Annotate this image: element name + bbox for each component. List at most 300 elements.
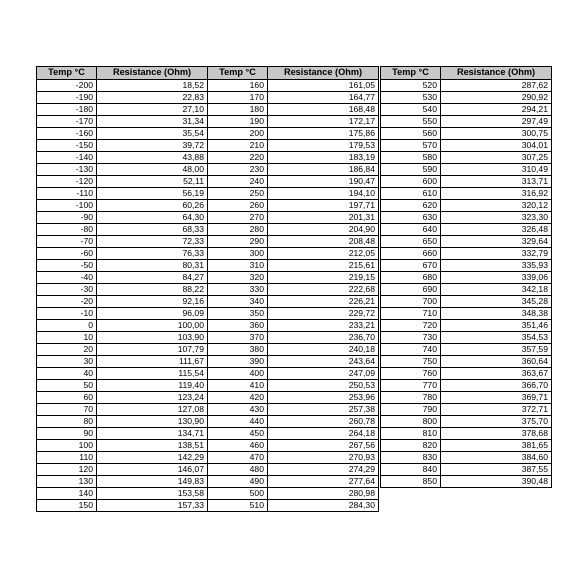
temp-cell: -120: [37, 176, 97, 188]
resistance-cell: 107,79: [97, 344, 208, 356]
temp-cell: 0: [37, 320, 97, 332]
temp-cell: 60: [37, 392, 97, 404]
temp-cell: 570: [381, 140, 441, 152]
resistance-cell: 320,12: [441, 200, 552, 212]
resistance-cell: 260,78: [268, 416, 379, 428]
table-row: [381, 272, 552, 284]
table-row: [381, 176, 552, 188]
resistance-cell: 80,31: [97, 260, 208, 272]
resistance-cell: 323,30: [441, 212, 552, 224]
temp-cell: -40: [37, 272, 97, 284]
table-row: [208, 320, 379, 332]
table-row: [208, 92, 379, 104]
table-row: [37, 368, 208, 380]
temp-cell: 200: [208, 128, 268, 140]
temp-cell: 340: [208, 296, 268, 308]
resistance-cell: 100,00: [97, 320, 208, 332]
resistance-cell: 354,53: [441, 332, 552, 344]
resistance-cell: 316,92: [441, 188, 552, 200]
resistance-cell: 138,51: [97, 440, 208, 452]
resistance-cell: 186,84: [268, 164, 379, 176]
temp-cell: -150: [37, 140, 97, 152]
temp-cell: 150: [37, 500, 97, 512]
resistance-cell: 146,07: [97, 464, 208, 476]
table-row: [208, 428, 379, 440]
temp-cell: 270: [208, 212, 268, 224]
table-row: [381, 464, 552, 476]
resistance-cell: 378,68: [441, 428, 552, 440]
table-row: [381, 152, 552, 164]
resistance-cell: 201,31: [268, 212, 379, 224]
table-row: [381, 248, 552, 260]
resistance-cell: 375,70: [441, 416, 552, 428]
resistance-cell: 229,72: [268, 308, 379, 320]
table-row: [208, 344, 379, 356]
table-row: [37, 416, 208, 428]
resistance-cell: 357,59: [441, 344, 552, 356]
resistance-cell: 18,52: [97, 80, 208, 92]
table-row: [208, 476, 379, 488]
table-row: [208, 104, 379, 116]
temp-cell: 290: [208, 236, 268, 248]
table-row: [208, 488, 379, 500]
temp-cell: -20: [37, 296, 97, 308]
temp-cell: -70: [37, 236, 97, 248]
temp-cell: 490: [208, 476, 268, 488]
temp-cell: 600: [381, 176, 441, 188]
resistance-cell: 369,71: [441, 392, 552, 404]
resistance-cell: 76,33: [97, 248, 208, 260]
resistance-cell: 326,48: [441, 224, 552, 236]
table-row: [381, 368, 552, 380]
table-row: [381, 440, 552, 452]
temp-cell: 720: [381, 320, 441, 332]
table-row: [208, 368, 379, 380]
temp-cell: 740: [381, 344, 441, 356]
temp-cell: 620: [381, 200, 441, 212]
temp-cell: -140: [37, 152, 97, 164]
resistance-cell: 332,79: [441, 248, 552, 260]
table-row: [37, 380, 208, 392]
resistance-cell: 297,49: [441, 116, 552, 128]
table-row: [208, 464, 379, 476]
table-row: [208, 236, 379, 248]
table-row: [208, 356, 379, 368]
resistance-cell: 134,71: [97, 428, 208, 440]
table-row: [381, 308, 552, 320]
temp-cell: 670: [381, 260, 441, 272]
temp-cell: 370: [208, 332, 268, 344]
resistance-cell: 366,70: [441, 380, 552, 392]
table-row: [37, 320, 208, 332]
temp-cell: 420: [208, 392, 268, 404]
resistance-cell: 149,83: [97, 476, 208, 488]
resistance-cell: 313,71: [441, 176, 552, 188]
temp-cell: 470: [208, 452, 268, 464]
table-row: [37, 80, 208, 92]
table-row: [208, 116, 379, 128]
temp-cell: 830: [381, 452, 441, 464]
table-row: [208, 80, 379, 92]
table-row: [381, 320, 552, 332]
table-row: [208, 404, 379, 416]
resistance-cell: 88,22: [97, 284, 208, 296]
resistance-cell: 208,48: [268, 236, 379, 248]
resistance-cell: 64,30: [97, 212, 208, 224]
resistance-cell: 164,77: [268, 92, 379, 104]
resistance-cell: 56,19: [97, 188, 208, 200]
resistance-cell: 387,55: [441, 464, 552, 476]
temp-cell: 280: [208, 224, 268, 236]
temp-cell: 380: [208, 344, 268, 356]
resistance-cell: 335,93: [441, 260, 552, 272]
resistance-cell: 384,60: [441, 452, 552, 464]
table-row: [381, 344, 552, 356]
table-row: [381, 428, 552, 440]
table-row: [381, 404, 552, 416]
resistance-cell: 157,33: [97, 500, 208, 512]
temp-cell: 240: [208, 176, 268, 188]
table-row: [381, 260, 552, 272]
temp-cell: 110: [37, 452, 97, 464]
temp-cell: 170: [208, 92, 268, 104]
temp-cell: 580: [381, 152, 441, 164]
temp-cell: 850: [381, 476, 441, 488]
table-row: [37, 176, 208, 188]
temp-cell: 790: [381, 404, 441, 416]
temp-cell: 30: [37, 356, 97, 368]
temp-cell: 140: [37, 488, 97, 500]
resistance-cell: 43,88: [97, 152, 208, 164]
temp-cell: -80: [37, 224, 97, 236]
resistance-cell: 52,11: [97, 176, 208, 188]
temp-cell: 70: [37, 404, 97, 416]
table-row: [381, 356, 552, 368]
table-row: [208, 380, 379, 392]
resistance-cell: 179,53: [268, 140, 379, 152]
resistance-cell: 190,47: [268, 176, 379, 188]
resistance-cell: 194,10: [268, 188, 379, 200]
table-row: [381, 104, 552, 116]
temp-cell: 220: [208, 152, 268, 164]
table-row: [381, 212, 552, 224]
resistance-cell: 127,08: [97, 404, 208, 416]
table-header-row: [381, 67, 552, 80]
table-row: [208, 452, 379, 464]
temp-cell: 520: [381, 80, 441, 92]
resistance-cell: 257,38: [268, 404, 379, 416]
table-row: [37, 440, 208, 452]
temp-cell: 560: [381, 128, 441, 140]
table-row: [381, 92, 552, 104]
temp-cell: 550: [381, 116, 441, 128]
table-row: [381, 116, 552, 128]
temp-cell: 160: [208, 80, 268, 92]
resistance-cell: 92,16: [97, 296, 208, 308]
resistance-cell: 27,10: [97, 104, 208, 116]
table-row: [208, 416, 379, 428]
temp-cell: 410: [208, 380, 268, 392]
temp-cell: 180: [208, 104, 268, 116]
resistance-cell: 115,54: [97, 368, 208, 380]
resistance-cell: 212,05: [268, 248, 379, 260]
table-row: [208, 248, 379, 260]
table-row: [381, 296, 552, 308]
temp-cell: -190: [37, 92, 97, 104]
temp-cell: 100: [37, 440, 97, 452]
temp-cell: 700: [381, 296, 441, 308]
table-row: [381, 236, 552, 248]
temp-cell: 730: [381, 332, 441, 344]
temp-cell: 530: [381, 92, 441, 104]
temp-cell: 540: [381, 104, 441, 116]
resistance-header: Resistance (Ohm): [268, 67, 379, 80]
table-row: [381, 224, 552, 236]
temp-cell: -90: [37, 212, 97, 224]
temp-cell: 230: [208, 164, 268, 176]
resistance-cell: 284,30: [268, 500, 379, 512]
resistance-cell: 236,70: [268, 332, 379, 344]
resistance-cell: 243,64: [268, 356, 379, 368]
table-row: [37, 404, 208, 416]
table-row: [37, 152, 208, 164]
table-row: [381, 128, 552, 140]
temp-header: Temp °C: [381, 67, 441, 80]
table-row: [208, 164, 379, 176]
table-row: [381, 476, 552, 488]
temp-cell: 250: [208, 188, 268, 200]
temp-cell: 260: [208, 200, 268, 212]
resistance-cell: 39,72: [97, 140, 208, 152]
table-row: [37, 488, 208, 500]
temp-cell: 460: [208, 440, 268, 452]
temp-cell: 310: [208, 260, 268, 272]
resistance-cell: 345,28: [441, 296, 552, 308]
table-row: [208, 128, 379, 140]
temp-cell: 750: [381, 356, 441, 368]
resistance-cell: 342,18: [441, 284, 552, 296]
table-row: [37, 236, 208, 248]
table-row: [381, 416, 552, 428]
resistance-cell: 222,68: [268, 284, 379, 296]
table-row: [208, 176, 379, 188]
table-row: [208, 296, 379, 308]
table-row: [37, 284, 208, 296]
table-row: [37, 128, 208, 140]
resistance-cell: 247,09: [268, 368, 379, 380]
table-row: [208, 140, 379, 152]
table-row: [381, 332, 552, 344]
resistance-table-2: [207, 66, 379, 512]
table-row: [381, 164, 552, 176]
table-row: [208, 500, 379, 512]
table-row: [208, 152, 379, 164]
table-row: [208, 332, 379, 344]
temp-cell: -30: [37, 284, 97, 296]
resistance-cell: 119,40: [97, 380, 208, 392]
table-row: [37, 308, 208, 320]
resistance-cell: 240,18: [268, 344, 379, 356]
table-row: [208, 392, 379, 404]
table-row: [37, 344, 208, 356]
resistance-cell: 60,26: [97, 200, 208, 212]
resistance-cell: 35,54: [97, 128, 208, 140]
resistance-cell: 390,48: [441, 476, 552, 488]
resistance-cell: 287,62: [441, 80, 552, 92]
resistance-cell: 329,64: [441, 236, 552, 248]
resistance-cell: 204,90: [268, 224, 379, 236]
table-row: [208, 188, 379, 200]
resistance-table-1: [36, 66, 208, 512]
temp-cell: -100: [37, 200, 97, 212]
temp-cell: 330: [208, 284, 268, 296]
resistance-cell: 307,25: [441, 152, 552, 164]
resistance-cell: 348,38: [441, 308, 552, 320]
resistance-cell: 215,61: [268, 260, 379, 272]
resistance-cell: 153,58: [97, 488, 208, 500]
table-row: [381, 140, 552, 152]
temp-cell: 810: [381, 428, 441, 440]
temp-cell: -110: [37, 188, 97, 200]
temp-cell: 20: [37, 344, 97, 356]
resistance-cell: 310,49: [441, 164, 552, 176]
resistance-cell: 72,33: [97, 236, 208, 248]
table-row: [37, 164, 208, 176]
temp-cell: 630: [381, 212, 441, 224]
table-row: [37, 500, 208, 512]
resistance-cell: 226,21: [268, 296, 379, 308]
temp-cell: 800: [381, 416, 441, 428]
resistance-cell: 142,29: [97, 452, 208, 464]
resistance-cell: 103,90: [97, 332, 208, 344]
temp-cell: 780: [381, 392, 441, 404]
table-row: [37, 188, 208, 200]
resistance-cell: 197,71: [268, 200, 379, 212]
resistance-cell: 96,09: [97, 308, 208, 320]
temp-cell: 120: [37, 464, 97, 476]
table-row: [208, 212, 379, 224]
table-row: [37, 476, 208, 488]
table-row: [37, 92, 208, 104]
temp-header: Temp °C: [37, 67, 97, 80]
resistance-cell: 253,96: [268, 392, 379, 404]
table-row: [381, 380, 552, 392]
table-row: [208, 272, 379, 284]
resistance-cell: 168,48: [268, 104, 379, 116]
temp-cell: 400: [208, 368, 268, 380]
resistance-header: Resistance (Ohm): [97, 67, 208, 80]
table-row: [208, 440, 379, 452]
temp-cell: 360: [208, 320, 268, 332]
resistance-cell: 161,05: [268, 80, 379, 92]
temp-cell: 450: [208, 428, 268, 440]
temp-cell: 390: [208, 356, 268, 368]
temp-cell: 690: [381, 284, 441, 296]
temp-cell: 710: [381, 308, 441, 320]
resistance-cell: 351,46: [441, 320, 552, 332]
table-row: [381, 188, 552, 200]
temp-cell: 650: [381, 236, 441, 248]
resistance-cell: 175,86: [268, 128, 379, 140]
resistance-cell: 68,33: [97, 224, 208, 236]
temp-cell: 80: [37, 416, 97, 428]
resistance-cell: 111,67: [97, 356, 208, 368]
resistance-cell: 363,67: [441, 368, 552, 380]
resistance-cell: 304,01: [441, 140, 552, 152]
table-row: [381, 284, 552, 296]
temp-cell: 610: [381, 188, 441, 200]
resistance-cell: 233,21: [268, 320, 379, 332]
table-row: [37, 248, 208, 260]
temp-cell: 50: [37, 380, 97, 392]
temp-header: Temp °C: [208, 67, 268, 80]
temp-cell: 90: [37, 428, 97, 440]
table-row: [208, 224, 379, 236]
resistance-cell: 280,98: [268, 488, 379, 500]
table-row: [37, 140, 208, 152]
temp-cell: 430: [208, 404, 268, 416]
table-row: [37, 224, 208, 236]
table-row: [37, 452, 208, 464]
table-row: [37, 116, 208, 128]
resistance-cell: 130,90: [97, 416, 208, 428]
table-row: [37, 200, 208, 212]
table-row: [381, 392, 552, 404]
table-row: [37, 272, 208, 284]
table-row: [208, 308, 379, 320]
resistance-header: Resistance (Ohm): [441, 67, 552, 80]
temp-cell: 130: [37, 476, 97, 488]
table-row: [37, 356, 208, 368]
table-row: [381, 200, 552, 212]
resistance-cell: 267,56: [268, 440, 379, 452]
resistance-cell: 290,92: [441, 92, 552, 104]
temp-cell: 840: [381, 464, 441, 476]
table-row: [37, 260, 208, 272]
temp-cell: 320: [208, 272, 268, 284]
table-row: [208, 260, 379, 272]
temp-cell: 300: [208, 248, 268, 260]
resistance-table-3: [380, 66, 552, 488]
temp-cell: 10: [37, 332, 97, 344]
table-row: [208, 284, 379, 296]
temp-cell: 640: [381, 224, 441, 236]
resistance-cell: 48,00: [97, 164, 208, 176]
temp-cell: 440: [208, 416, 268, 428]
resistance-cell: 270,93: [268, 452, 379, 464]
temp-cell: 680: [381, 272, 441, 284]
table-row: [37, 296, 208, 308]
resistance-cell: 300,75: [441, 128, 552, 140]
table-row: [381, 80, 552, 92]
resistance-cell: 84,27: [97, 272, 208, 284]
resistance-cell: 274,29: [268, 464, 379, 476]
temp-cell: 820: [381, 440, 441, 452]
temp-cell: 480: [208, 464, 268, 476]
resistance-cell: 219,15: [268, 272, 379, 284]
table-row: [381, 452, 552, 464]
resistance-cell: 339,06: [441, 272, 552, 284]
temp-cell: 350: [208, 308, 268, 320]
temp-cell: -180: [37, 104, 97, 116]
temp-cell: 770: [381, 380, 441, 392]
temp-cell: -130: [37, 164, 97, 176]
temp-cell: -60: [37, 248, 97, 260]
temp-cell: 210: [208, 140, 268, 152]
table-row: [37, 104, 208, 116]
resistance-cell: 172,17: [268, 116, 379, 128]
temp-cell: -170: [37, 116, 97, 128]
